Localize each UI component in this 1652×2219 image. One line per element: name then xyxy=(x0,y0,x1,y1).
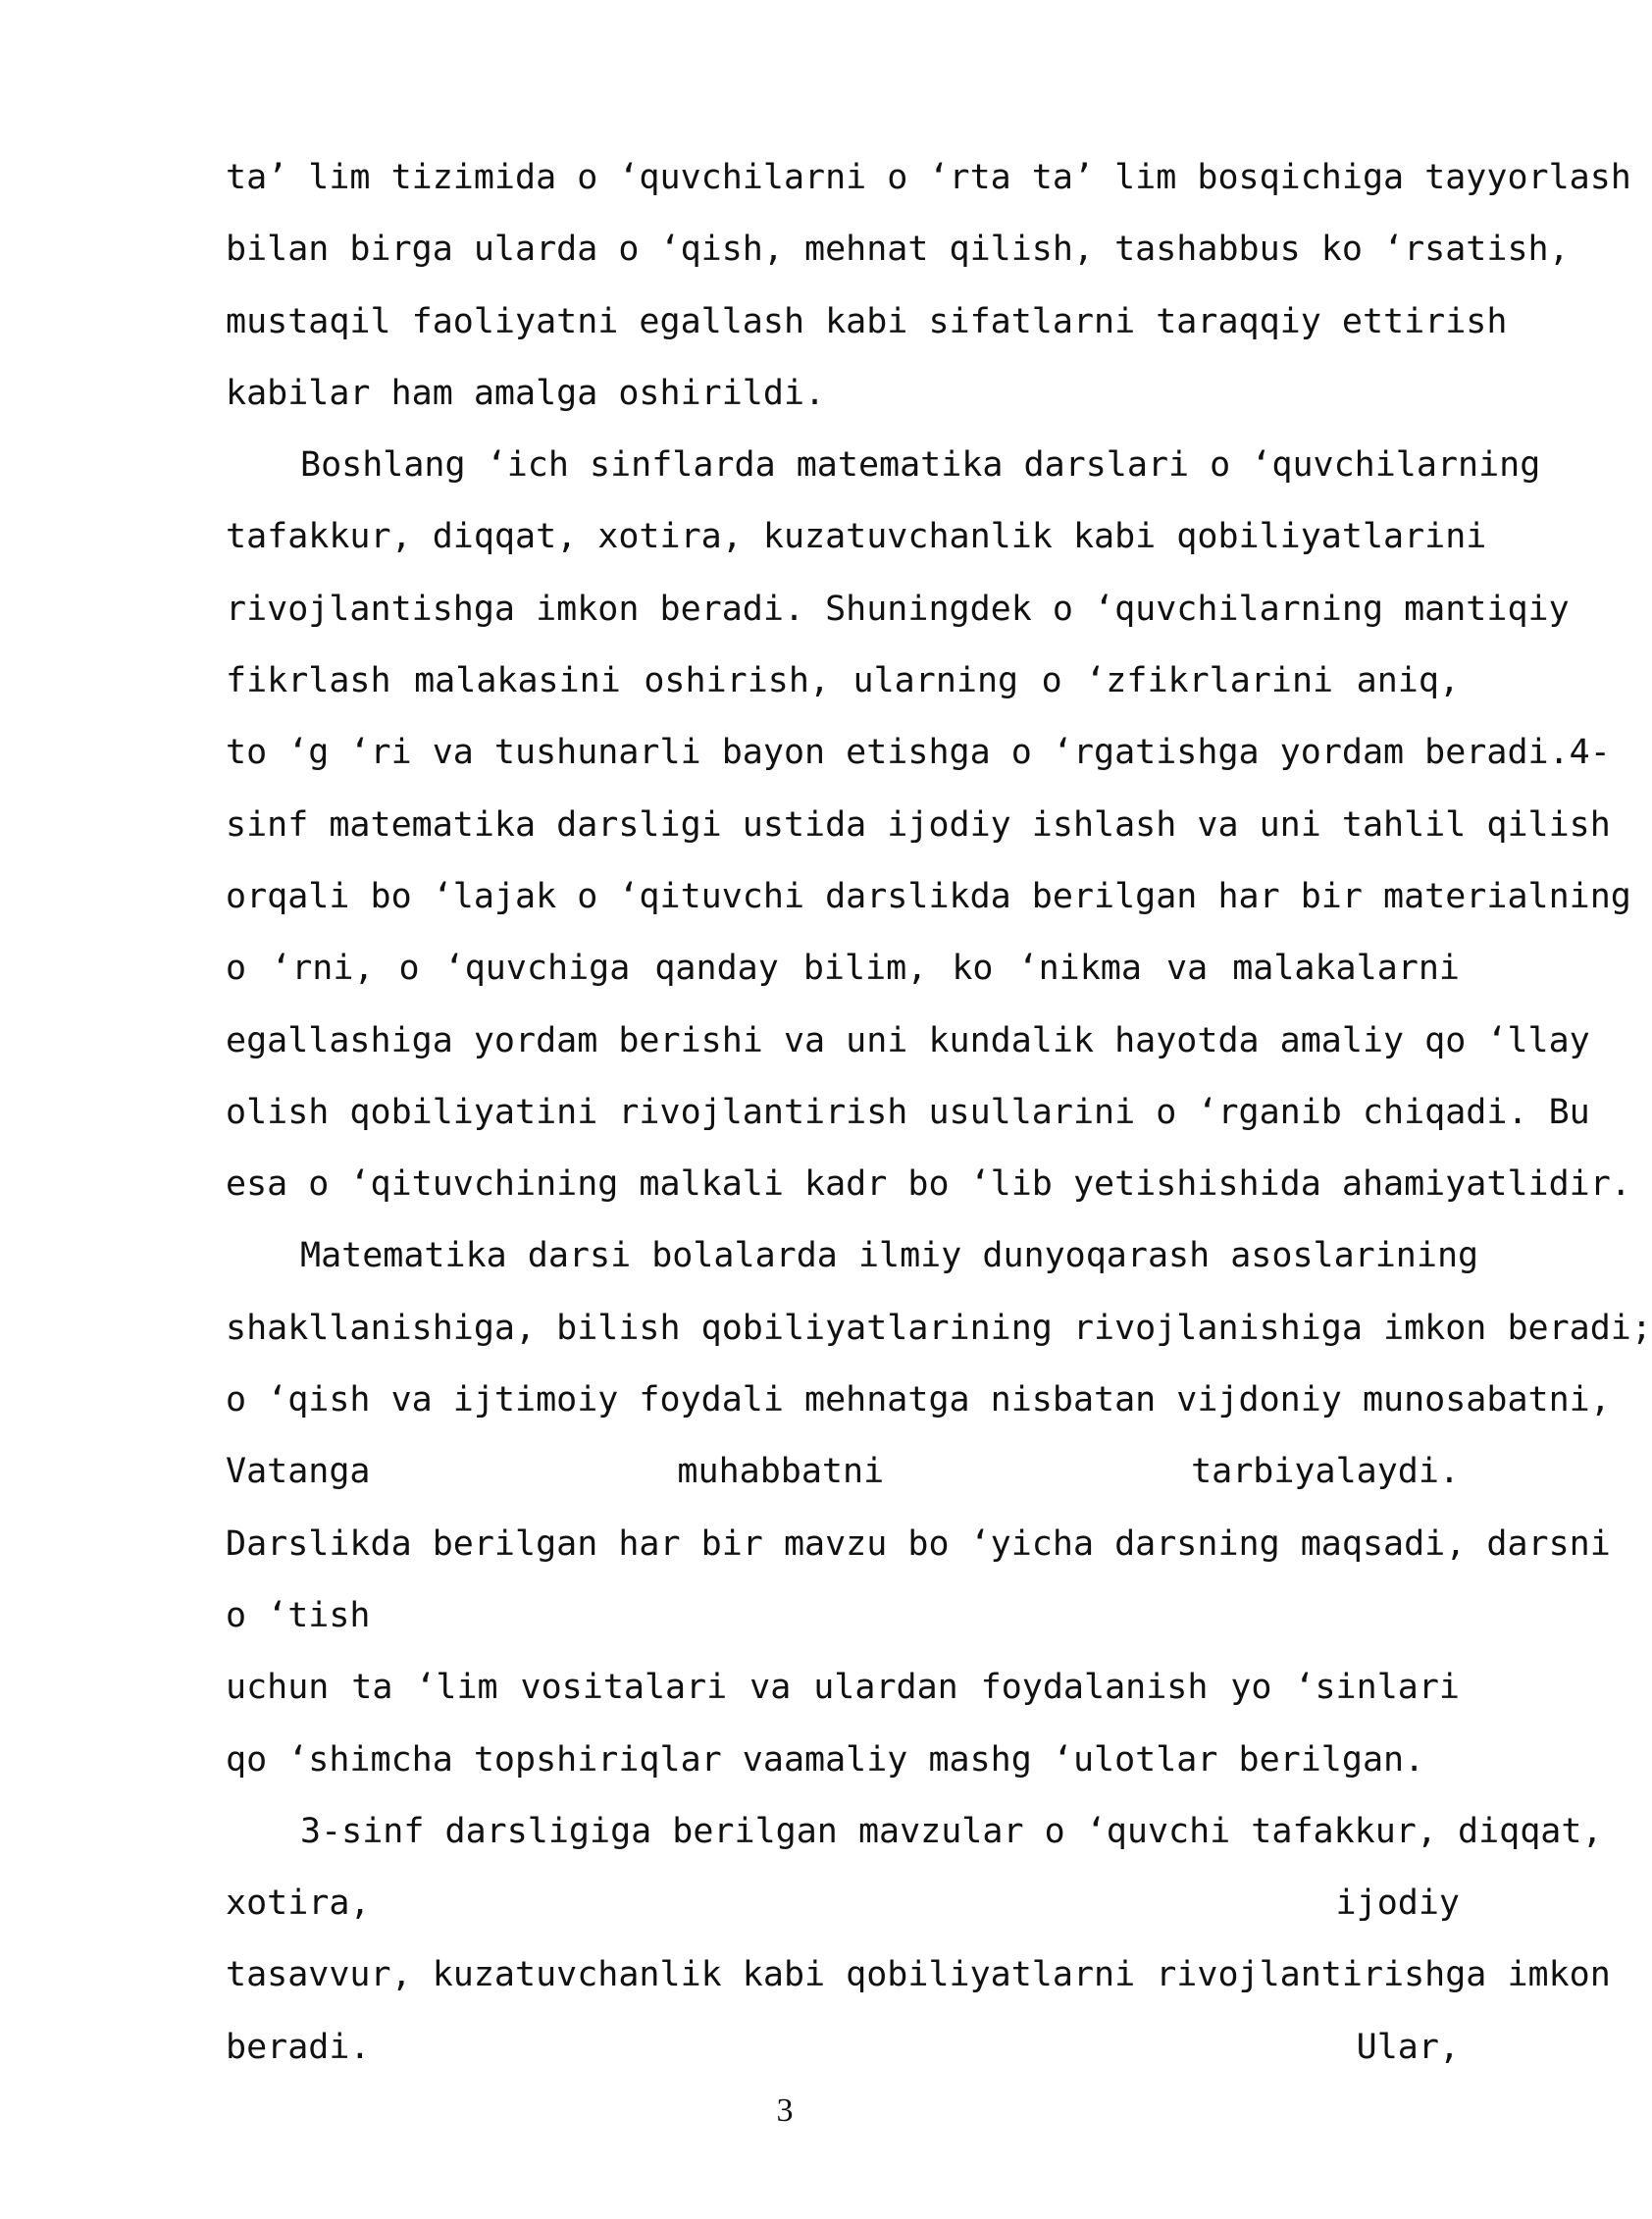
text-line: orqali bo ‘lajak o ‘qituvchi darslikda berilgan har bir materialning xyxy=(226,876,1631,916)
paragraph-start-line: Boshlang ‘ich sinflarda matematika darslari o ‘quvchilarning xyxy=(300,445,1541,486)
text-line: uchun ta ‘lim vositalari va ulardan foydalanish yo ‘sinlari xyxy=(226,1668,1460,1708)
text-line: mustaqil faoliyatni egallash kabi sifatlarni taraqqiy ettirish xyxy=(226,301,1508,341)
text-line: xotira, ijodiy xyxy=(226,1884,1460,1924)
text-line: fikrlash malakasini oshirish, ularning o ‘zfikrlarini aniq, xyxy=(226,661,1460,701)
text-line: olish qobiliyatini rivojlantirish usullarini o ‘rganib chiqadi. Bu xyxy=(226,1092,1590,1132)
text-line: tasavvur, kuzatuvchanlik kabi qobiliyatlarni rivojlantirishga imkon xyxy=(226,1955,1611,1995)
text-line: ta’ lim tizimida o ‘quvchilarni o ‘rta ta’ lim bosqichiga tayyorlash xyxy=(226,158,1631,197)
text-line: Darslikda berilgan har bir mavzu bo ‘yicha darsning maqsadi, darsni xyxy=(226,1523,1611,1564)
text-line: esa o ‘qituvchining malkali kadr bo ‘lib yetishishida ahamiyatlidir. xyxy=(226,1164,1631,1205)
text-line: egallashiga yordam berishi va uni kundalik hayotda amaliy qo ‘llay xyxy=(226,1020,1590,1060)
text-line: o ‘tish xyxy=(226,1595,371,1635)
body-text xyxy=(226,142,1652,2084)
text-line: rivojlantishga imkon beradi. Shuningdek o ‘quvchilarning mantiqiy xyxy=(226,589,1570,629)
text-line: bilan birga ularda o ‘qish, mehnat qilish, tashabbus ko ‘rsatish, xyxy=(226,230,1570,270)
paragraph-start-line: Matematika darsi bolalarda ilmiy dunyoqarash asoslarining xyxy=(300,1236,1479,1276)
page-number: 3 xyxy=(776,2092,794,2129)
text-line: Vatanga muhabbatni tarbiyalaydi. xyxy=(226,1452,1460,1492)
text-line: o ‘rni, o ‘quvchiga qanday bilim, ko ‘nikma va malakalarni xyxy=(226,949,1460,989)
text-line: beradi. Ular, xyxy=(226,2027,1460,2067)
text-line: shakllanishiga, bilish qobiliyatlarining rivojlanishiga imkon beradi; xyxy=(226,1308,1652,1348)
text-line: sinf matematika darsligi ustida ijodiy ishlash va uni tahlil qilish xyxy=(226,804,1611,845)
text-line: to ‘g ‘ri va tushunarli bayon etishga o ‘rgatishga yordam beradi.4- xyxy=(226,733,1611,773)
paragraph-start-line: 3-sinf darsligiga berilgan mavzular o ‘quvchi tafakkur, diqqat, xyxy=(300,1811,1603,1851)
text-line: qo ‘shimcha topshiriqlar vaamaliy mashg ‘ulotlar berilgan. xyxy=(226,1739,1425,1780)
text-line: kabilar ham amalga oshirildi. xyxy=(226,373,826,413)
text-line: o ‘qish va ijtimoiy foydali mehnatga nisbatan vijdoniy munosabatni, xyxy=(226,1380,1611,1420)
text-line: tafakkur, diqqat, xotira, kuzatuvchanlik kabi qobiliyatlarini xyxy=(226,517,1487,557)
